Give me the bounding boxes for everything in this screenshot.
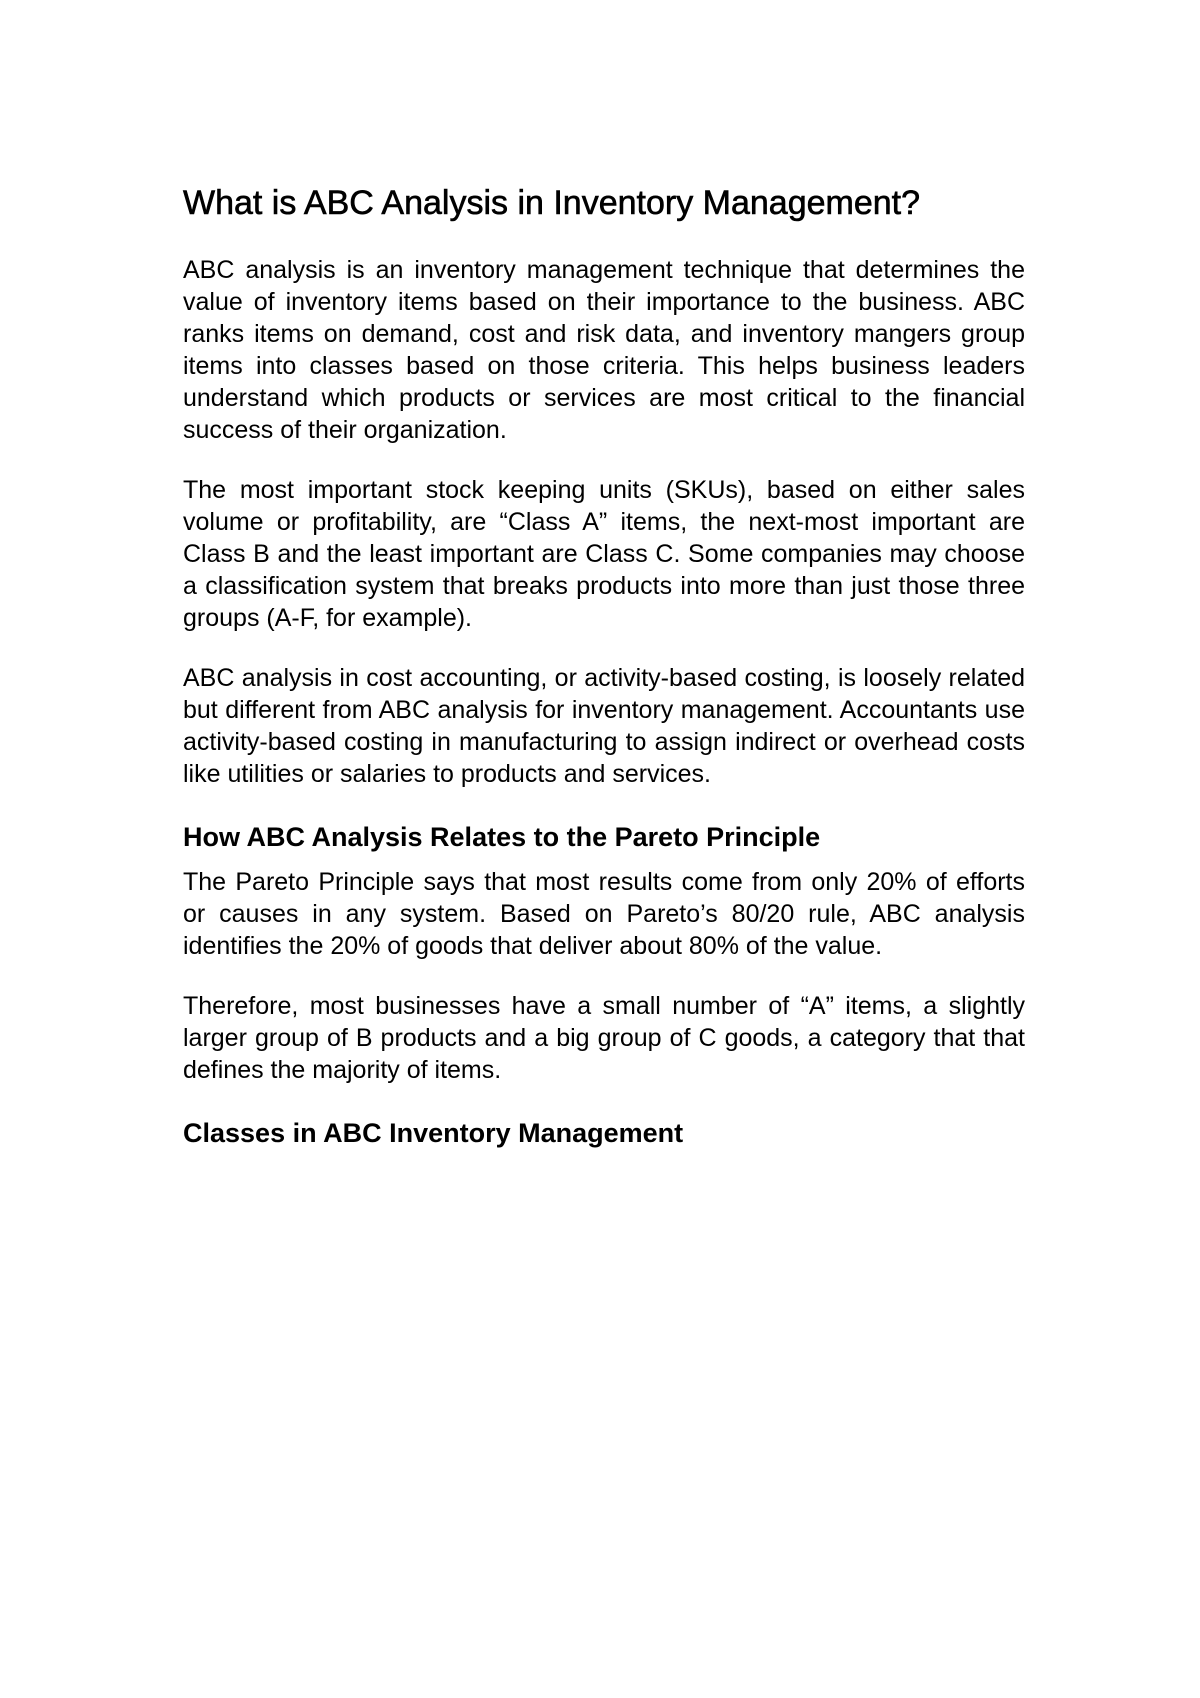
intro-paragraph-3: ABC analysis in cost accounting, or activity-based costing, is loosely related but different from ABC analysis for inventory management. Accountants use activity-based costing in manufacturing to assign indirect or overhead costs like utilities or salaries to products and services. [183, 664, 1025, 788]
section-heading-pareto: How ABC Analysis Relates to the Pareto Principle [183, 822, 821, 852]
document-page [183, 170, 1025, 1162]
intro-paragraph-2: The most important stock keeping units (SKUs), based on either sales volume or profitability, are “Class A” items, the next-most important are Class B and the least important are Class C. Some companies may choose a classification system that breaks products into more than just those three groups (A-F, for example). [183, 476, 1025, 632]
pareto-paragraph-2: Therefore, most businesses have a small number of “A” items, a slightly larger group of B products and a big group of C goods, a category that that defines the majority of items. [183, 992, 1025, 1084]
pareto-paragraph-1: The Pareto Principle says that most results come from only 20% of efforts or causes in any system. Based on Pareto’s 80/20 rule, ABC analysis identifies the 20% of goods that deliver about 80% of the value. [183, 868, 1025, 960]
intro-paragraph-1: ABC analysis is an inventory management technique that determines the value of inventory items based on their importance to the business. ABC ranks items on demand, cost and risk data, and inventory mangers group items into classes based on those criteria. This helps business leaders understand which products or services are most critical to the financial success of their organization. [183, 256, 1025, 444]
page-title: What is ABC Analysis in Inventory Management? [183, 184, 921, 222]
section-heading-classes: Classes in ABC Inventory Management [183, 1118, 684, 1148]
